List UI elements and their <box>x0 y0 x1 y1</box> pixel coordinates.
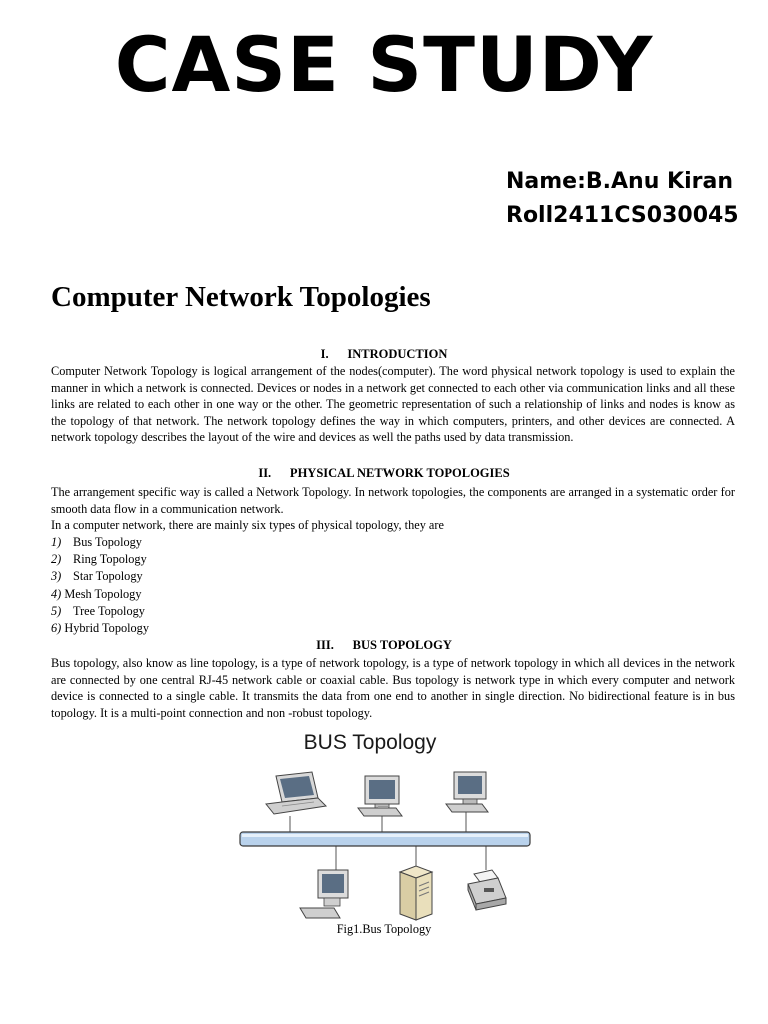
list-item <box>51 568 143 585</box>
list-item-label: Ring Topology <box>73 552 147 566</box>
list-item-number: 5) <box>51 604 62 618</box>
section-heading-introduction: I. INTRODUCTION <box>320 347 448 361</box>
author-name: Name:B.Anu Kiran <box>506 169 733 194</box>
laptop-icon <box>266 772 326 814</box>
list-item <box>51 620 149 637</box>
section-heading-physical-topologies: II. PHYSICAL NETWORK TOPOLOGIES <box>258 466 510 480</box>
list-item-number: 1) <box>51 535 62 549</box>
author-roll-number: Roll2411CS030045 <box>506 203 739 228</box>
list-item <box>51 551 147 568</box>
list-item-label: Bus Topology <box>73 535 142 549</box>
printer-icon <box>468 870 506 910</box>
list-item-number: 3) <box>51 569 62 583</box>
topology-types-intro: In a computer network, there are mainly six types of physical topology, they are <box>51 518 444 532</box>
list-item-number: 4) <box>51 587 62 601</box>
bus-topology-diagram <box>230 728 540 928</box>
document-title: Computer Network Topologies <box>51 281 431 313</box>
physical-topologies-paragraph: The arrangement specific way is called a Network Topology. In network topologies, the components are arranged in a systematic order for smooth data flow in a communication network. <box>51 485 735 516</box>
introduction-paragraph: Computer Network Topology is logical arrangement of the nodes(computer). The word physical network topology is used to explain the manner in which a network is connected. Devices or nodes in a network get connected to each other via communication links and all these links are related to each other in one way or the other. The geometric representation of such a relationship of links and nodes is know as the topology of that network. The network topology defines the way in which computers, printers, and other devices are connected. A network topology describes the layout of the wire and devices as well the paths used by data transmission. <box>51 364 735 444</box>
figure-caption: Fig1.Bus Topology <box>336 922 432 936</box>
list-item <box>51 586 141 603</box>
bus-cable <box>240 832 530 846</box>
list-item-label: Hybrid Topology <box>64 621 149 635</box>
list-item-label: Mesh Topology <box>64 587 142 601</box>
bus-topology-paragraph: Bus topology, also know as line topology, is a type of network topology, is a type of network topology in which all devices in the network are connected by one central RJ-45 network cable or coaxial cable. Bus topology is network type in which every computer and network device is connected to a single cable. It transmits the data from one end to another in single direction. No bidirectional feature is in bus topology. It is a multi-point connection and non -robust topology. <box>51 656 735 720</box>
list-item <box>51 603 145 620</box>
server-icon <box>400 866 432 920</box>
main-title: CASE STUDY <box>114 20 654 109</box>
desktop-computer-icon <box>358 776 402 816</box>
desktop-computer-icon <box>300 870 348 918</box>
figure-title: BUS Topology <box>303 731 437 754</box>
list-item-label: Tree Topology <box>73 604 145 618</box>
section-heading-bus-topology: III. BUS TOPOLOGY <box>316 638 452 652</box>
list-item-number: 2) <box>51 552 62 566</box>
list-item <box>51 534 142 551</box>
list-item-label: Star Topology <box>73 569 143 583</box>
desktop-computer-icon <box>446 772 488 812</box>
list-item-number: 6) <box>51 621 62 635</box>
